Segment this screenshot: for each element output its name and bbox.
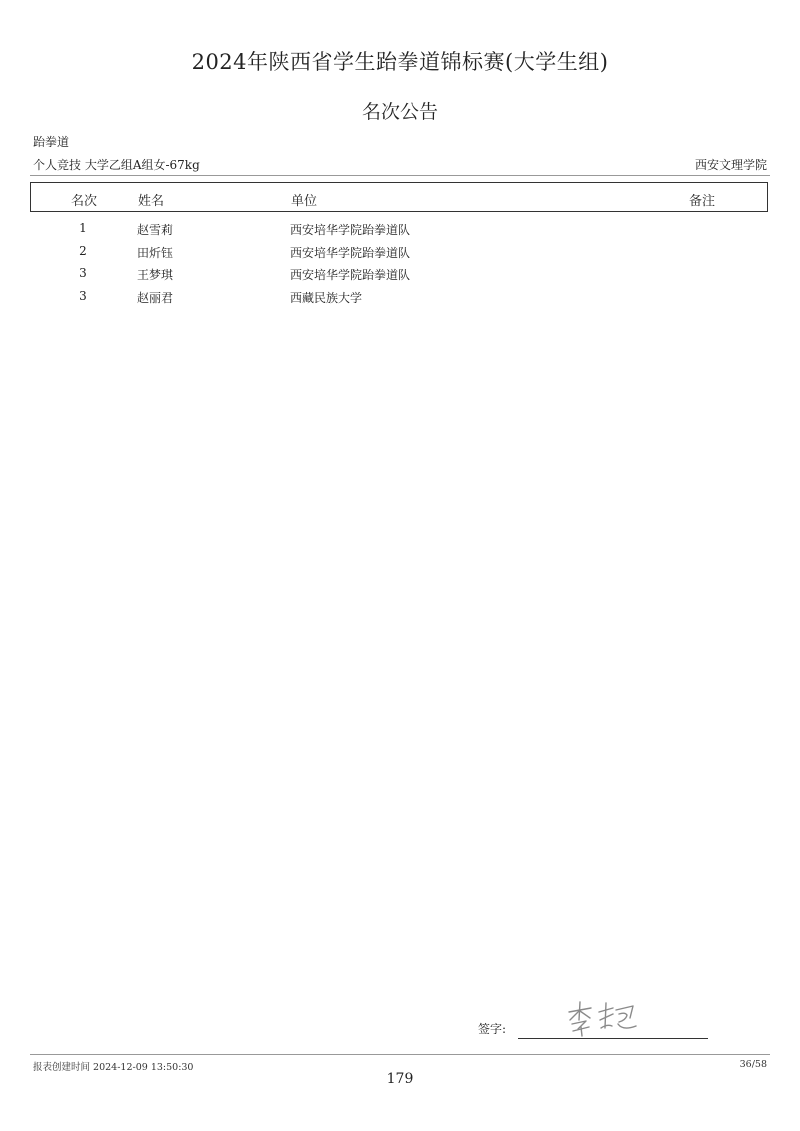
signature-label: 签字: — [478, 1022, 507, 1036]
row-name: 王梦琪 — [137, 268, 174, 282]
table-row — [30, 244, 768, 267]
header-unit: 单位 — [291, 194, 318, 209]
row-rank: 1 — [79, 221, 87, 235]
document-title: 2024年陕西省学生跆拳道锦标赛(大学生组) — [191, 50, 609, 74]
header-rank: 名次 — [70, 194, 97, 209]
document-subtitle: 名次公告 — [361, 101, 438, 123]
bottom-divider — [30, 1054, 770, 1055]
event-category: 个人竞技 大学乙组A组女-67kg — [33, 158, 200, 172]
signature-icon — [563, 998, 643, 1038]
row-name: 赵丽君 — [137, 290, 174, 305]
row-unit: 西安培华学院跆拳道队 — [290, 223, 411, 237]
report-created-time: 报表创建时间 2024-12-09 13:50:30 — [33, 1062, 194, 1073]
table-row — [30, 266, 768, 289]
results-table — [30, 221, 768, 311]
page-number: 179 — [386, 1071, 414, 1087]
row-rank: 3 — [79, 288, 87, 303]
row-name: 赵雪莉 — [137, 223, 174, 237]
table-row — [30, 289, 768, 312]
row-unit: 西藏民族大学 — [290, 290, 363, 305]
header-name: 姓名 — [138, 194, 165, 209]
row-unit: 西安培华学院跆拳道队 — [290, 268, 411, 282]
sport-label: 跆拳道 — [33, 135, 70, 149]
table-header — [30, 182, 768, 212]
row-rank: 2 — [79, 243, 87, 258]
row-unit: 西安培华学院跆拳道队 — [290, 245, 411, 260]
row-name: 田炘钰 — [137, 245, 174, 260]
row-rank: 3 — [79, 266, 87, 280]
page-count: 36/58 — [739, 1059, 767, 1070]
top-divider — [30, 175, 770, 176]
header-note: 备注 — [689, 194, 716, 209]
handwritten-signature — [563, 998, 643, 1042]
event-line — [33, 156, 767, 174]
table-row — [30, 221, 768, 244]
organizer-name: 西安文理学院 — [694, 158, 767, 172]
